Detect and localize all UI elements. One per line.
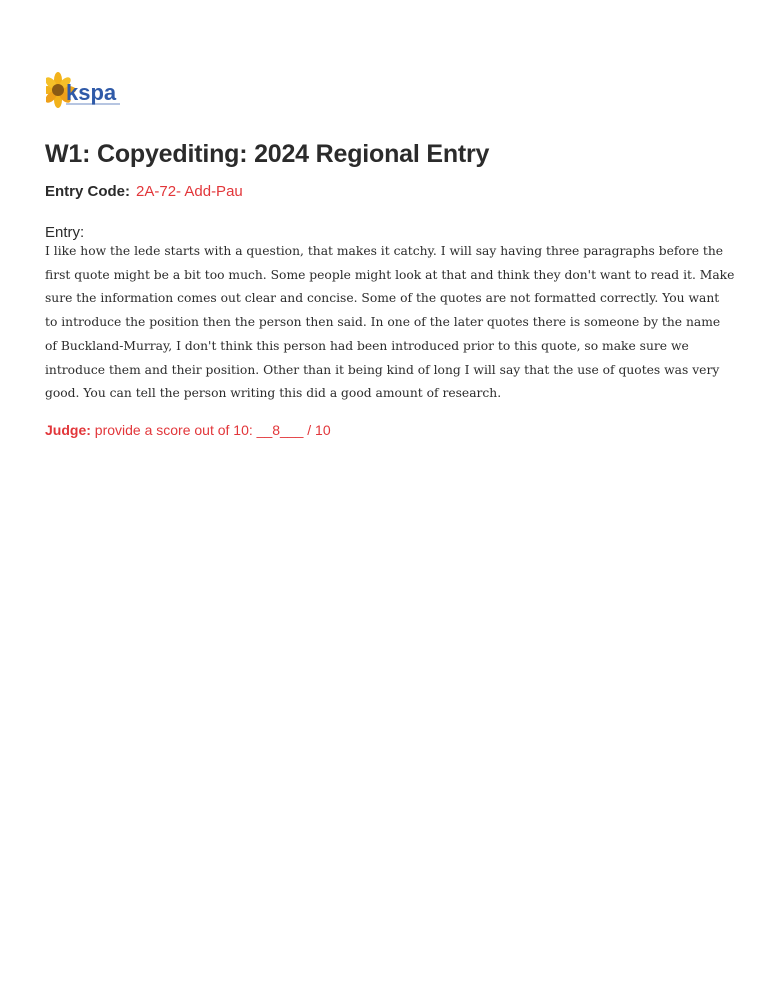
entry-code	[45, 183, 243, 200]
judge-score-text: provide a score out of 10: __8___ / 10	[94, 422, 331, 438]
entry-code-label: Entry Code:	[45, 183, 131, 200]
entry-code-value: 2A-72- Add-Pau	[136, 183, 243, 200]
judge-label: Judge:	[45, 422, 91, 438]
entry-label: Entry:	[45, 224, 85, 241]
logo-text: kspa	[66, 80, 117, 105]
sunflower-icon	[46, 72, 126, 110]
judge-score	[45, 422, 331, 438]
kspa-logo	[46, 72, 126, 110]
entry-text: I like how the lede starts with a question, that makes it catchy. I will say having three paragraphs before the first quote might be a bit too much. Some people might look at that and think they don't want to read it. Make sure the information comes out clear and concise. Some of the quotes are not formatted correctly. You want to introduce the position then the person then said. In one of the later quotes there is someone by the name of Buckland-Murray, I don't think this person had been introduced prior to this quote, so make sure we introduce them and their position. Other than it being kind of long I will say that the use of quotes was very good. You can tell the person writing this did a good amount of research.	[45, 244, 735, 401]
page-title: W1: Copyediting: 2024 Regional Entry	[45, 140, 490, 168]
